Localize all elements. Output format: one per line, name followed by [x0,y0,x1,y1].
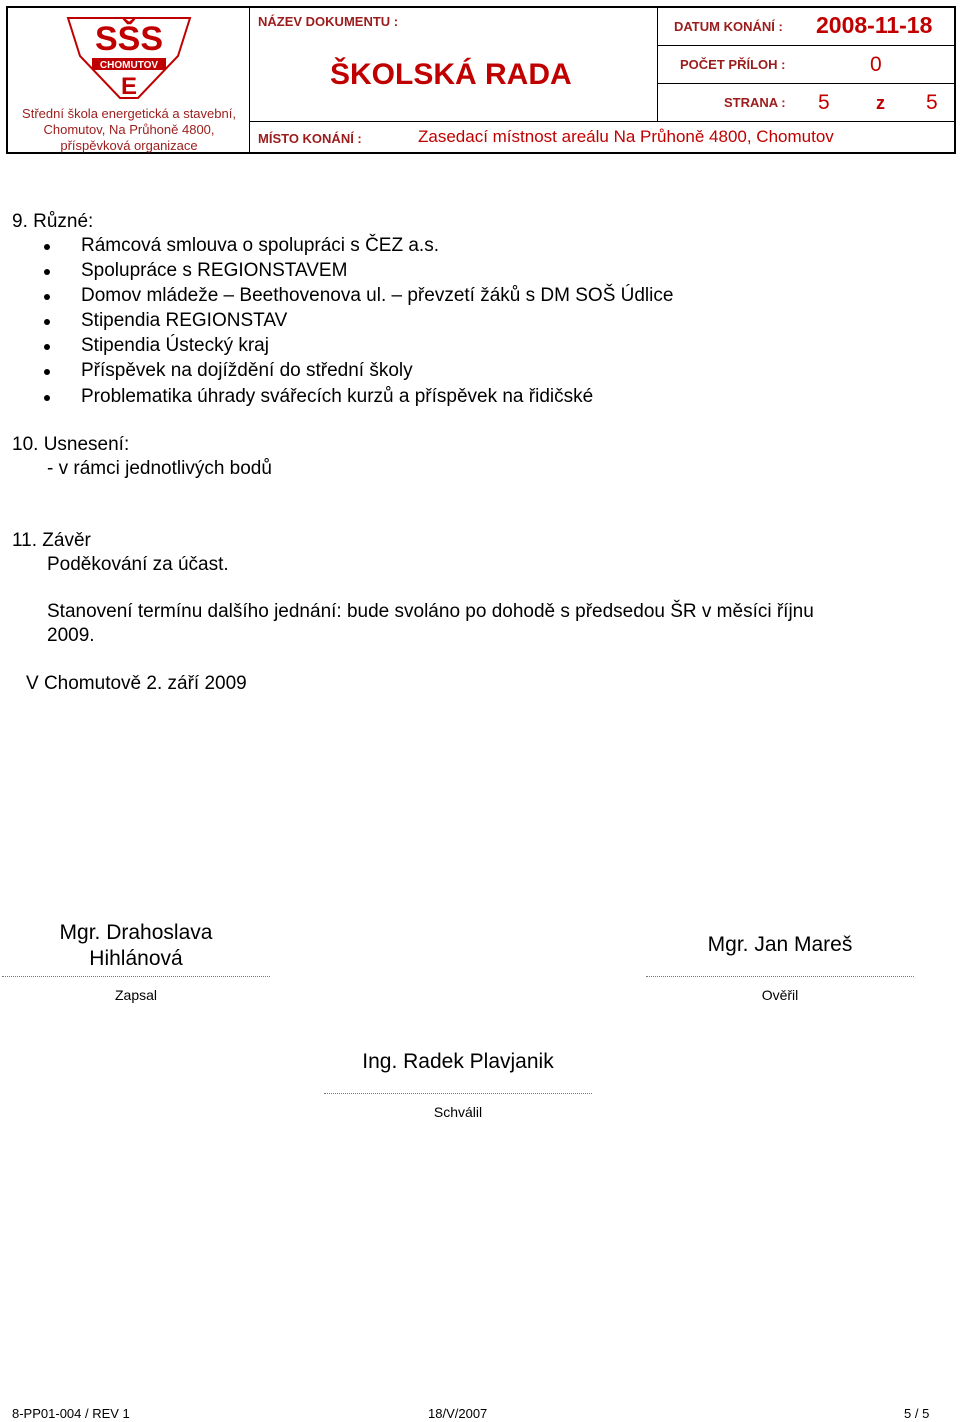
logo-letter-e: E [120,73,138,100]
list-item: Domov mládeže – Beethovenova ul. – převzetí žáků s DM SOŠ Údlice [81,285,674,306]
approver-role: Schválil [433,1104,483,1120]
logo-main-letters: SŠS [94,20,164,58]
bullet-icon [44,344,50,350]
attachments-cell [658,46,954,84]
recorder-signature-line [2,976,270,977]
verifier-role: Ověřil [761,987,799,1003]
bullet-icon [44,319,50,325]
page-current: 5 [818,91,830,114]
attachments-value: 0 [870,53,882,76]
approver-signature-line [324,1093,592,1094]
org-line-2: Chomutov, Na Průhoně 4800, [43,122,215,137]
section-9-title [12,211,93,233]
place-value: Zasedací místnost areálu Na Průhoně 4800, Chomutov [418,127,834,146]
org-line-3: příspěvková organizace [60,138,198,153]
bullet-icon [44,294,50,300]
section-11-title: 11. Závěr [12,530,91,551]
attachments-label: POČET PŘÍLOH : [680,57,786,72]
next-meeting-line-1: Stanovení termínu dalšího jednání: bude svoláno po dohodě s předsedou ŠR v měsíci říjnu [47,601,814,622]
list-item: Stipendia REGIONSTAV [81,310,288,331]
section-9-title-text: 9. Různé: [12,211,94,232]
recorder-role: Zapsal [114,987,158,1003]
bullet-icon [44,269,50,275]
footer-page-number: 5 / 5 [904,1406,930,1421]
document-name-cell [250,8,658,122]
list-item: Spolupráce s REGIONSTAVEM [81,260,348,281]
date-label: DATUM KONÁNÍ : [674,19,783,34]
list-item: Problematika úhrady svářecích kurzů a příspěvek na řidičské [81,386,594,407]
page-cell [658,84,954,122]
bullet-icon [44,369,50,375]
thanks-text: Poděkování za účast. [47,554,229,575]
form-code: 8-PP01-004 / REV 1 [12,1406,130,1421]
org-line-1: Střední škola energetická a stavební, [22,106,236,121]
page-of: z [876,93,885,113]
section-10-item: - v rámci jednotlivých bodů [47,458,272,479]
page-total: 5 [926,91,938,114]
date-cell [658,8,954,46]
organization-name [8,106,250,154]
form-date: 18/V/2007 [428,1406,488,1421]
next-meeting-line-2: 2009. [47,625,95,646]
doc-name-label: NÁZEV DOKUMENTU : [258,14,399,29]
logo-cell [8,8,250,152]
verifier-signature-line [646,976,914,977]
section-10-title: 10. Usnesení: [12,434,130,455]
recorder-name-line-2: Hihlánová [89,947,183,970]
school-logo [8,8,250,104]
document-header [6,6,956,154]
page-label: STRANA : [724,95,786,110]
verifier-name: Mgr. Jan Mareš [707,933,853,956]
list-item: Příspěvek na dojíždění do střední školy [81,360,413,381]
place-date: V Chomutově 2. září 2009 [26,673,247,694]
date-value: 2008-11-18 [816,12,933,38]
list-item: Stipendia Ústecký kraj [81,335,269,356]
bullet-icon [44,244,50,250]
recorder-name-line-1: Mgr. Drahoslava [59,921,213,944]
list-item: Rámcová smlouva o spolupráci s ČEZ a.s. [81,235,439,256]
place-label: MÍSTO KONÁNÍ : [258,131,362,146]
doc-name: ŠKOLSKÁ RADA [330,58,572,91]
bullet-icon [44,395,50,401]
logo-city: CHOMUTOV [99,60,159,71]
approver-name: Ing. Radek Plavjanik [362,1050,554,1073]
recorder-name [2,920,270,972]
place-cell [250,122,958,152]
